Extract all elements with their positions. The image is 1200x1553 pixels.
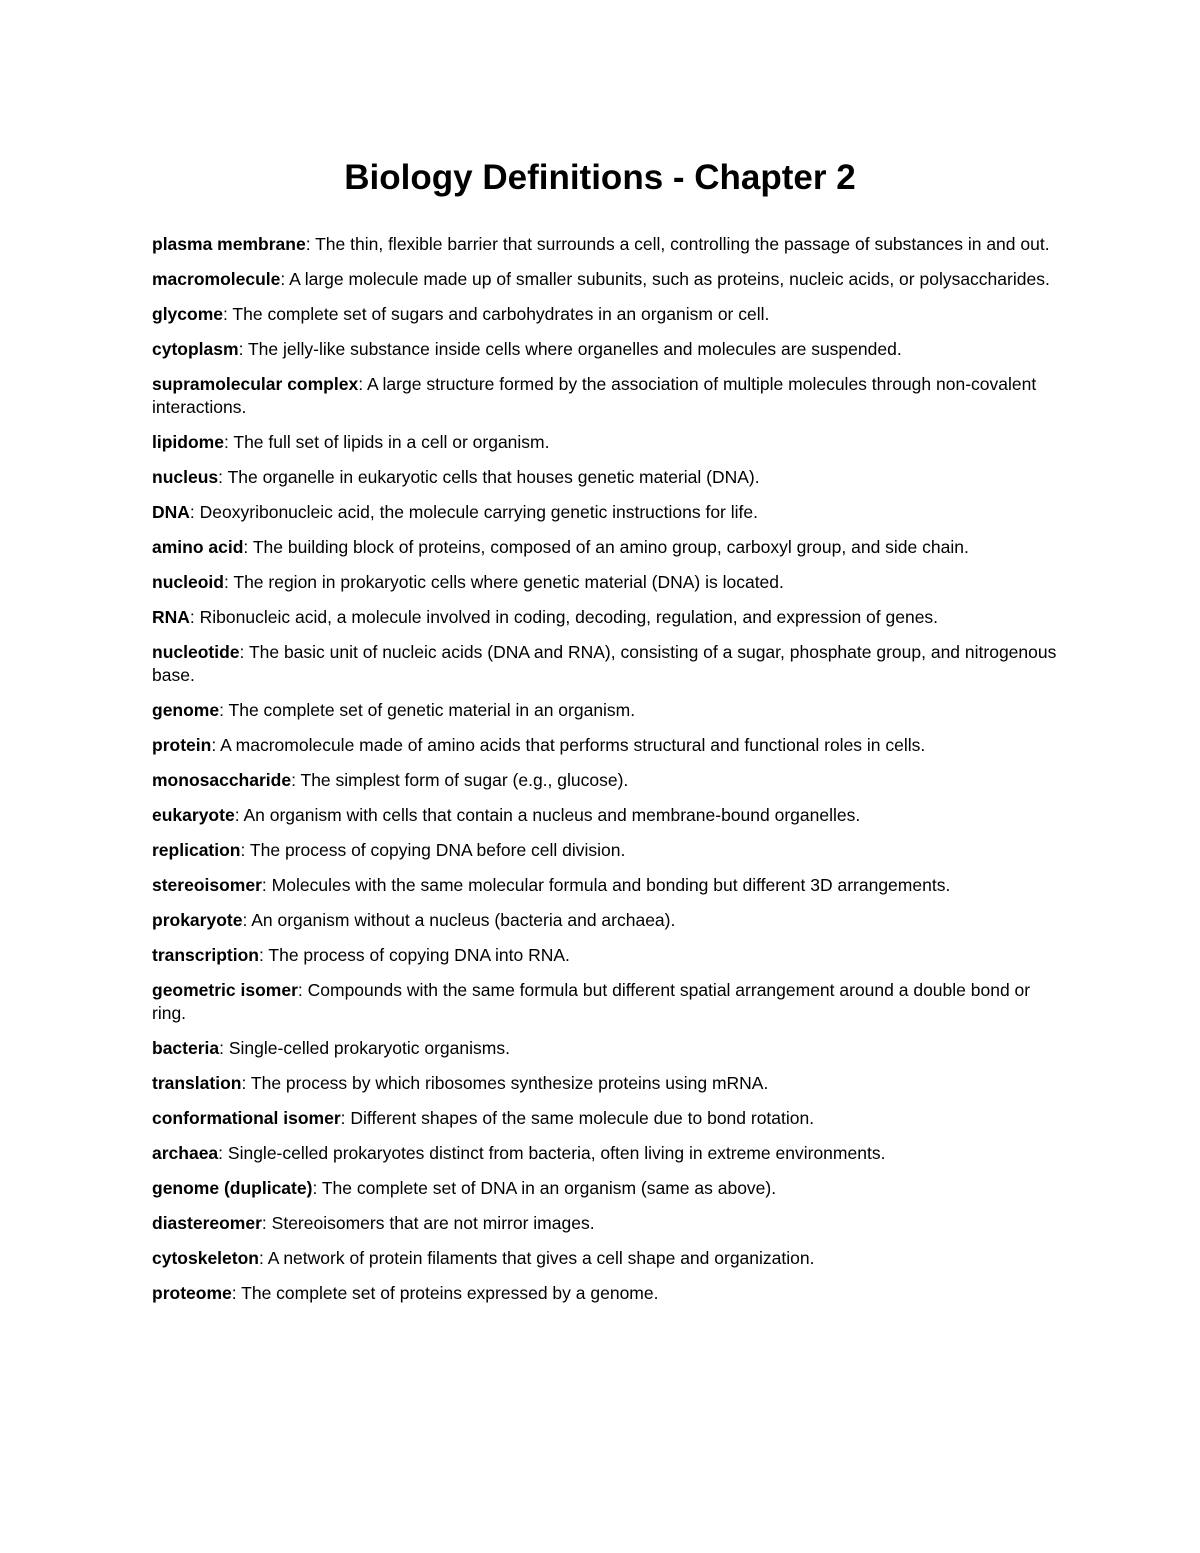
term-separator: :	[218, 1143, 228, 1163]
definition-item	[152, 1247, 1057, 1270]
definition-item	[152, 233, 1057, 256]
term-separator: :	[231, 1283, 242, 1303]
definition-item	[152, 571, 1057, 594]
term-separator: :	[258, 1248, 268, 1268]
definition-item	[152, 536, 1057, 559]
definition-term: genome	[152, 700, 220, 720]
definition-item	[152, 501, 1057, 524]
definition-item	[152, 979, 1057, 1025]
definition-text: Ribonucleic acid, a molecule involved in coding, decoding, regulation, and expression of genes.	[199, 607, 939, 627]
definition-term: nucleotide	[152, 642, 240, 662]
definition-term: monosaccharide	[152, 770, 292, 790]
page-title: Biology Definitions - Chapter 2	[344, 158, 856, 197]
definition-term: plasma membrane	[152, 234, 306, 254]
definition-text: A large structure formed by the association of multiple molecules through non-covalent interactions.	[152, 374, 1037, 417]
term-separator: :	[223, 432, 234, 452]
definition-text: An organism with cells that contain a nucleus and membrane-bound organelles.	[243, 805, 861, 825]
definition-term: protein	[152, 735, 212, 755]
definition-term: transcription	[152, 945, 259, 965]
definition-item	[152, 874, 1057, 897]
definition-item	[152, 804, 1057, 827]
term-separator: :	[340, 1108, 351, 1128]
definition-term: genome (duplicate)	[152, 1178, 313, 1198]
definition-text: The complete set of DNA in an organism (same as above).	[321, 1178, 777, 1198]
definition-item	[152, 466, 1057, 489]
definition-item	[152, 268, 1057, 291]
term-separator: :	[211, 735, 221, 755]
definition-item	[152, 699, 1057, 722]
definition-term: proteome	[152, 1283, 232, 1303]
definition-term: diastereomer	[152, 1213, 262, 1233]
definition-term: macromolecule	[152, 269, 281, 289]
definition-text: The thin, flexible barrier that surrounds a cell, controlling the passage of substances in and out.	[315, 234, 1050, 254]
term-separator: :	[219, 1038, 229, 1058]
term-separator: :	[239, 642, 249, 662]
definition-item	[152, 373, 1057, 419]
term-separator: :	[189, 502, 200, 522]
term-separator: :	[238, 339, 248, 359]
definition-term: geometric isomer	[152, 980, 298, 1000]
definition-item	[152, 641, 1057, 687]
definition-text: The process by which ribosomes synthesize proteins using mRNA.	[250, 1073, 769, 1093]
definition-text: The building block of proteins, composed of an amino group, carboxyl group, and side chain.	[252, 537, 969, 557]
definition-text: The process of copying DNA into RNA.	[268, 945, 570, 965]
definition-text: The jelly-like substance inside cells where organelles and molecules are suspended.	[247, 339, 902, 359]
definition-text: The complete set of proteins expressed by a genome.	[241, 1283, 659, 1303]
definition-text: Deoxyribonucleic acid, the molecule carrying genetic instructions for life.	[199, 502, 758, 522]
definition-text: The organelle in eukaryotic cells that houses genetic material (DNA).	[227, 467, 760, 487]
definition-text: A macromolecule made of amino acids that performs structural and functional roles in cells.	[220, 735, 926, 755]
definition-term: translation	[152, 1073, 242, 1093]
definition-list	[152, 233, 1057, 1317]
definition-item	[152, 839, 1057, 862]
definition-text: Single-celled prokaryotic organisms.	[228, 1038, 510, 1058]
definition-term: eukaryote	[152, 805, 235, 825]
term-separator: :	[243, 537, 253, 557]
definition-term: replication	[152, 840, 241, 860]
term-separator: :	[218, 467, 228, 487]
term-separator: :	[219, 700, 229, 720]
term-separator: :	[258, 945, 269, 965]
definition-item	[152, 944, 1057, 967]
definition-text: A network of protein filaments that gives a cell shape and organization.	[267, 1248, 815, 1268]
definition-term: amino acid	[152, 537, 244, 557]
definition-item	[152, 909, 1057, 932]
definition-term: lipidome	[152, 432, 224, 452]
definition-item	[152, 1282, 1057, 1305]
definition-text: Molecules with the same molecular formula and bonding but different 3D arrangements.	[271, 875, 951, 895]
definition-text: The complete set of genetic material in an organism.	[228, 700, 636, 720]
definition-term: nucleus	[152, 467, 219, 487]
definition-term: conformational isomer	[152, 1108, 341, 1128]
definition-text: The complete set of sugars and carbohydrates in an organism or cell.	[232, 304, 770, 324]
term-separator: :	[223, 304, 233, 324]
term-separator: :	[240, 840, 250, 860]
definition-item	[152, 303, 1057, 326]
definition-text: A large molecule made up of smaller subunits, such as proteins, nucleic acids, or polysaccharides.	[289, 269, 1050, 289]
definition-item	[152, 338, 1057, 361]
term-separator: :	[241, 1073, 251, 1093]
definition-item	[152, 1037, 1057, 1060]
definition-term: archaea	[152, 1143, 219, 1163]
term-separator: :	[242, 910, 252, 930]
term-separator: :	[234, 805, 244, 825]
definition-text: Compounds with the same formula but different spatial arrangement around a double bond or ring.	[152, 980, 1031, 1023]
term-separator: :	[223, 572, 234, 592]
definition-item	[152, 1212, 1057, 1235]
term-separator: :	[261, 1213, 272, 1233]
definition-item	[152, 1177, 1057, 1200]
definition-text: The region in prokaryotic cells where genetic material (DNA) is located.	[233, 572, 784, 592]
term-separator: :	[305, 234, 316, 254]
definition-text: The process of copying DNA before cell division.	[249, 840, 626, 860]
definition-text: The simplest form of sugar (e.g., glucose).	[300, 770, 629, 790]
definition-item	[152, 1142, 1057, 1165]
definition-item	[152, 606, 1057, 629]
term-separator: :	[291, 770, 301, 790]
definition-term: bacteria	[152, 1038, 220, 1058]
definition-item	[152, 431, 1057, 454]
term-separator: :	[280, 269, 290, 289]
definition-term: supramolecular complex	[152, 374, 359, 394]
definition-term: DNA	[152, 502, 190, 522]
definition-term: prokaryote	[152, 910, 243, 930]
definition-term: stereoisomer	[152, 875, 262, 895]
definition-text: Single-celled prokaryotes distinct from bacteria, often living in extreme environments.	[227, 1143, 886, 1163]
definition-term: cytoskeleton	[152, 1248, 259, 1268]
definition-term: cytoplasm	[152, 339, 239, 359]
term-separator: :	[358, 374, 367, 394]
definition-text: The basic unit of nucleic acids (DNA and RNA), consisting of a sugar, phosphate group, and nitrogenous base.	[152, 642, 1057, 685]
definition-term: nucleoid	[152, 572, 224, 592]
term-separator: :	[312, 1178, 322, 1198]
definition-text: The full set of lipids in a cell or organism.	[233, 432, 550, 452]
definition-term: RNA	[152, 607, 190, 627]
term-separator: :	[189, 607, 200, 627]
definition-item	[152, 1072, 1057, 1095]
definition-term: glycome	[152, 304, 223, 324]
definition-item	[152, 769, 1057, 792]
term-separator: :	[297, 980, 308, 1000]
definition-text: An organism without a nucleus (bacteria and archaea).	[251, 910, 676, 930]
term-separator: :	[261, 875, 272, 895]
definition-item	[152, 1107, 1057, 1130]
definition-text: Stereoisomers that are not mirror images.	[271, 1213, 595, 1233]
definition-item	[152, 734, 1057, 757]
definition-text: Different shapes of the same molecule due to bond rotation.	[350, 1108, 815, 1128]
